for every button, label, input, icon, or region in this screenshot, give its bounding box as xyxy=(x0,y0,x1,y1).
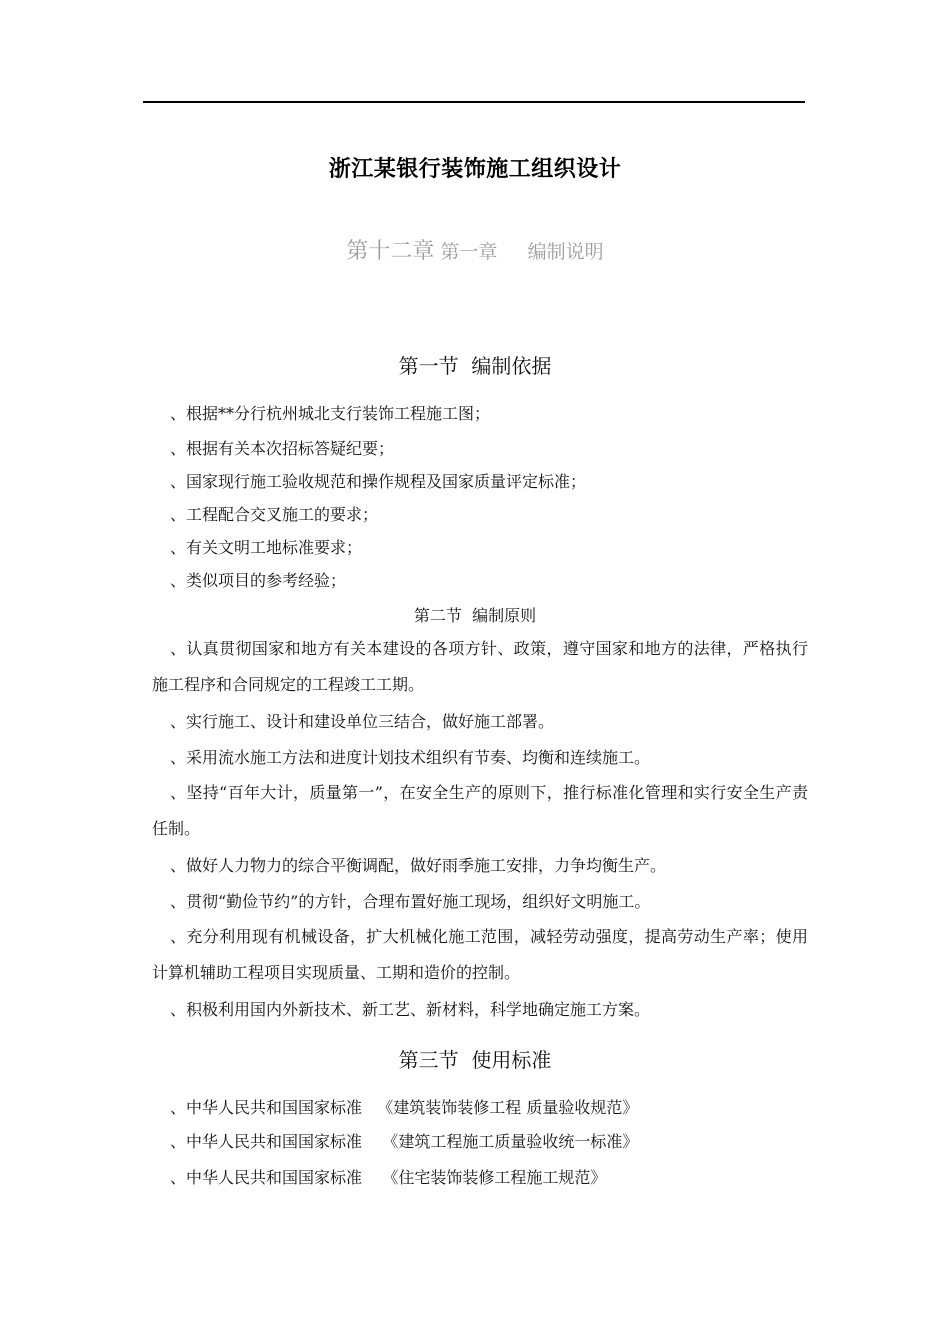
list-item: 、采用流水施工方法和进度计划技术组织有节奏、均衡和连续施工。 xyxy=(170,748,651,767)
chapter-heading xyxy=(0,234,950,265)
list-item: 、中华人民共和国国家标准 《住宅装饰装修工程施工规范》 xyxy=(170,1168,607,1187)
list-item: 、根据**分行杭州城北支行装饰工程施工图； xyxy=(170,404,491,423)
list-item: 、有关文明工地标准要求； xyxy=(170,538,363,557)
chapter-rest: 第一章 编制说明 xyxy=(434,241,604,263)
list-item: 、充分利用现有机械设备，扩大机械化施工范围，减轻劳动强度，提高劳动生产率；使用计算机辅助工程项目实现质量、工期和造价的控制。 xyxy=(152,927,808,982)
header-rule xyxy=(143,101,805,103)
list-item: 、中华人民共和国国家标准 《建筑装饰装修工程 质量验收规范》 xyxy=(170,1098,639,1117)
list-item: 、贯彻“勤俭节约”的方针，合理布置好施工现场，组织好文明施工。 xyxy=(170,892,651,911)
list-item: 、工程配合交叉施工的要求； xyxy=(170,505,379,524)
list-item: 、积极利用国内外新技术、新工艺、新材料，科学地确定施工方案。 xyxy=(170,1000,651,1019)
list-item: 、坚持“百年大计，质量第一”，在安全生产的原则下，推行标准化管理和实行安全生产责任制。 xyxy=(152,783,808,838)
section-heading-1: 第一节 编制依据 xyxy=(398,354,552,378)
list-item: 、中华人民共和国国家标准 《建筑工程施工质量验收统一标准》 xyxy=(170,1132,639,1151)
list-item: 、实行施工、设计和建设单位三结合，做好施工部署。 xyxy=(170,712,555,731)
list-item: 、类似项目的参考经验； xyxy=(170,571,347,590)
list-item: 、根据有关本次招标答疑纪要； xyxy=(170,439,395,458)
list-item: 、认真贯彻国家和地方有关本建设的各项方针、政策，遵守国家和地方的法律，严格执行施工程序和合同规定的工程竣工工期。 xyxy=(152,639,808,694)
document-title: 浙江某银行装饰施工组织设计 xyxy=(328,157,622,182)
chapter-prefix: 第十二章 xyxy=(346,239,435,264)
section-heading-3: 第三节 使用标准 xyxy=(398,1048,552,1072)
list-item: 、做好人力物力的综合平衡调配，做好雨季施工安排，力争均衡生产。 xyxy=(170,856,667,875)
section-heading-2: 第二节 编制原则 xyxy=(413,606,537,625)
list-item: 、国家现行施工验收规范和操作规程及国家质量评定标准； xyxy=(170,472,587,491)
